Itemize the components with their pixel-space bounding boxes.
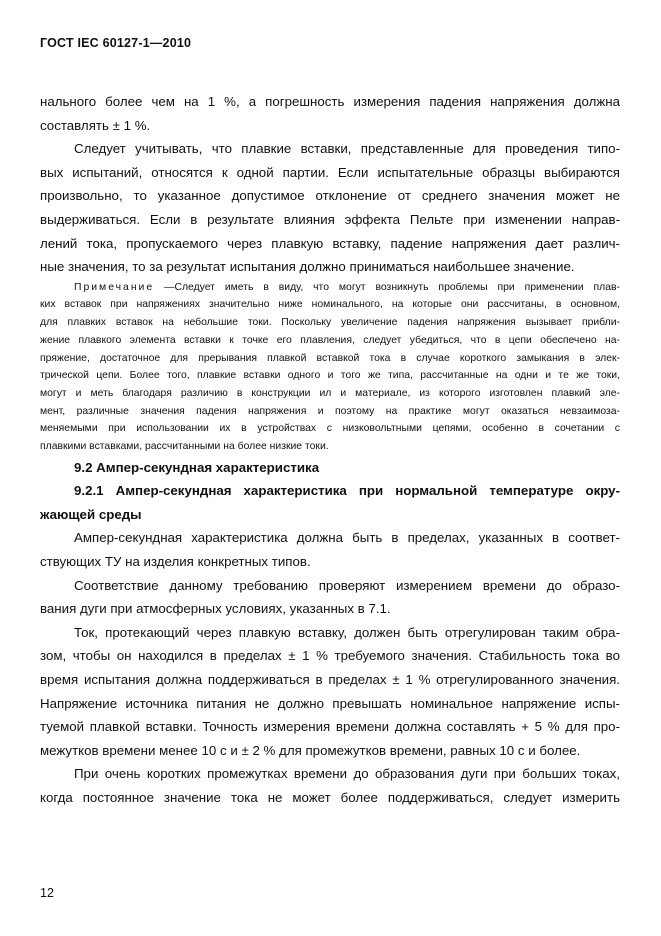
section-heading-9-2: [40, 456, 620, 480]
section-heading-9-2-1: [40, 479, 620, 526]
note-line: ких вставок при напряжениях значительно ниже номинального, на которые они рассчитаны, в основном,: [40, 299, 620, 311]
paragraph-6: [40, 762, 620, 809]
text-line: ные значения, то за результат испытания должно приниматься наибольшее значение.: [40, 259, 575, 275]
text-line: Следует учитывать, что плавкие вставки, представленные для проведения типо-: [74, 141, 620, 157]
text-line: Ток, протекающий через плавкую вставку, должен быть отрегулирован таким обра-: [74, 624, 620, 640]
text-line: вания дуги при атмосферных условиях, указанных в 7.1.: [40, 601, 391, 617]
note-line: мент, различные значения падения напряжения и поэтому на практике могут оказаться невзаимоза-: [40, 405, 620, 417]
text-line: межутков времени менее 10 с и ± 2 % для промежутков времени, равных 10 с и более.: [40, 742, 581, 758]
page-number: 12: [40, 886, 54, 900]
text-line: ствующих ТУ на изделия конкретных типов.: [40, 554, 311, 569]
text-line: туемой плавкой вставки. Точность измерения времени должна составлять + 5 % для про-: [40, 719, 620, 735]
note-line: пряжение, достаточное для прерывания плавкой вставкой тока в случае короткого замыкания в элек-: [40, 352, 620, 364]
note-text: —Следует иметь в виду, что могут возникнуть проблемы при применении плав-: [154, 281, 620, 293]
text-line: произвольно, то указанное допустимое отклонение от среднего значения может не: [40, 188, 620, 204]
text-line: составлять ± 1 %.: [40, 117, 151, 133]
text-line: когда постоянное значение тока не может более поддерживаться, следует измерить: [40, 789, 620, 805]
paragraph-4: [40, 574, 620, 621]
heading-text: 9.2 Ампер-секундная характеристика: [74, 459, 320, 475]
note-line: плавкими вставками, рассчитанными на более низкие токи.: [40, 440, 329, 452]
heading-text: жающей среды: [40, 506, 142, 522]
text-line: При очень коротких промежутках времени до образования дуги при больших токах,: [74, 766, 620, 782]
note-line: могут и меть благодаря различию в конструкции ил и материале, из которого изготовлен плавкий эле-: [40, 387, 620, 399]
note-line: жение плавкого элемента вставки к точке его плавления, следует убедиться, что в цепи обеспечено на-: [40, 334, 620, 346]
text-line: выдерживаться. Если в результате влияния эффекта Пельте при изменении направ-: [40, 211, 620, 227]
note-block: [40, 279, 620, 456]
document-header: ГОСТ IEC 60127-1—2010: [40, 36, 192, 50]
document-body: [40, 90, 620, 810]
paragraph-3: [40, 526, 620, 573]
paragraph-2: [40, 137, 620, 279]
note-line: трической цепи. Более того, плавкие вставки одного и того же типа, рассчитанные на одни и те же токи,: [40, 370, 620, 382]
text-line: Соответствие данному требованию проверяют измерением времени до образо-: [74, 577, 620, 593]
text-line: Ампер-секундная характеристика должна быть в пределах, указанных в соответ-: [74, 530, 620, 546]
text-line: Напряжение источника питания не должно превышать номинальное напряжение испы-: [40, 695, 620, 711]
paragraph-5: [40, 621, 620, 763]
note-line: меняемыми при использовании их в устройствах с низковольтными цепями, особенно в сочетании с: [40, 423, 620, 435]
text-line: зом, чтобы он находился в пределах ± 1 % требуемого значения. Стабильность тока во: [40, 648, 620, 664]
note-label: Примечание: [74, 281, 155, 293]
text-line: лений тока, пропускаемого через плавкую вставку, падение напряжения дает различ-: [40, 235, 620, 251]
text-line: время испытания должна поддерживаться в пределах ± 1 % отрегулированного значения.: [40, 671, 620, 687]
text-line: вых испытаний, относятся к одной партии. Если испытательные образцы выбираются: [40, 164, 620, 180]
paragraph-1: [40, 90, 620, 137]
text-line: нального более чем на 1 %, а погрешность измерения падения напряжения должна: [40, 94, 620, 109]
heading-text: 9.2.1 Ампер-секундная характеристика при нормальной температуре окру-: [74, 483, 620, 499]
note-first-line: [40, 279, 620, 297]
note-line: для плавких вставок на небольшие токи. Поскольку увеличение падения напряжения вызывает прибли-: [40, 317, 620, 329]
